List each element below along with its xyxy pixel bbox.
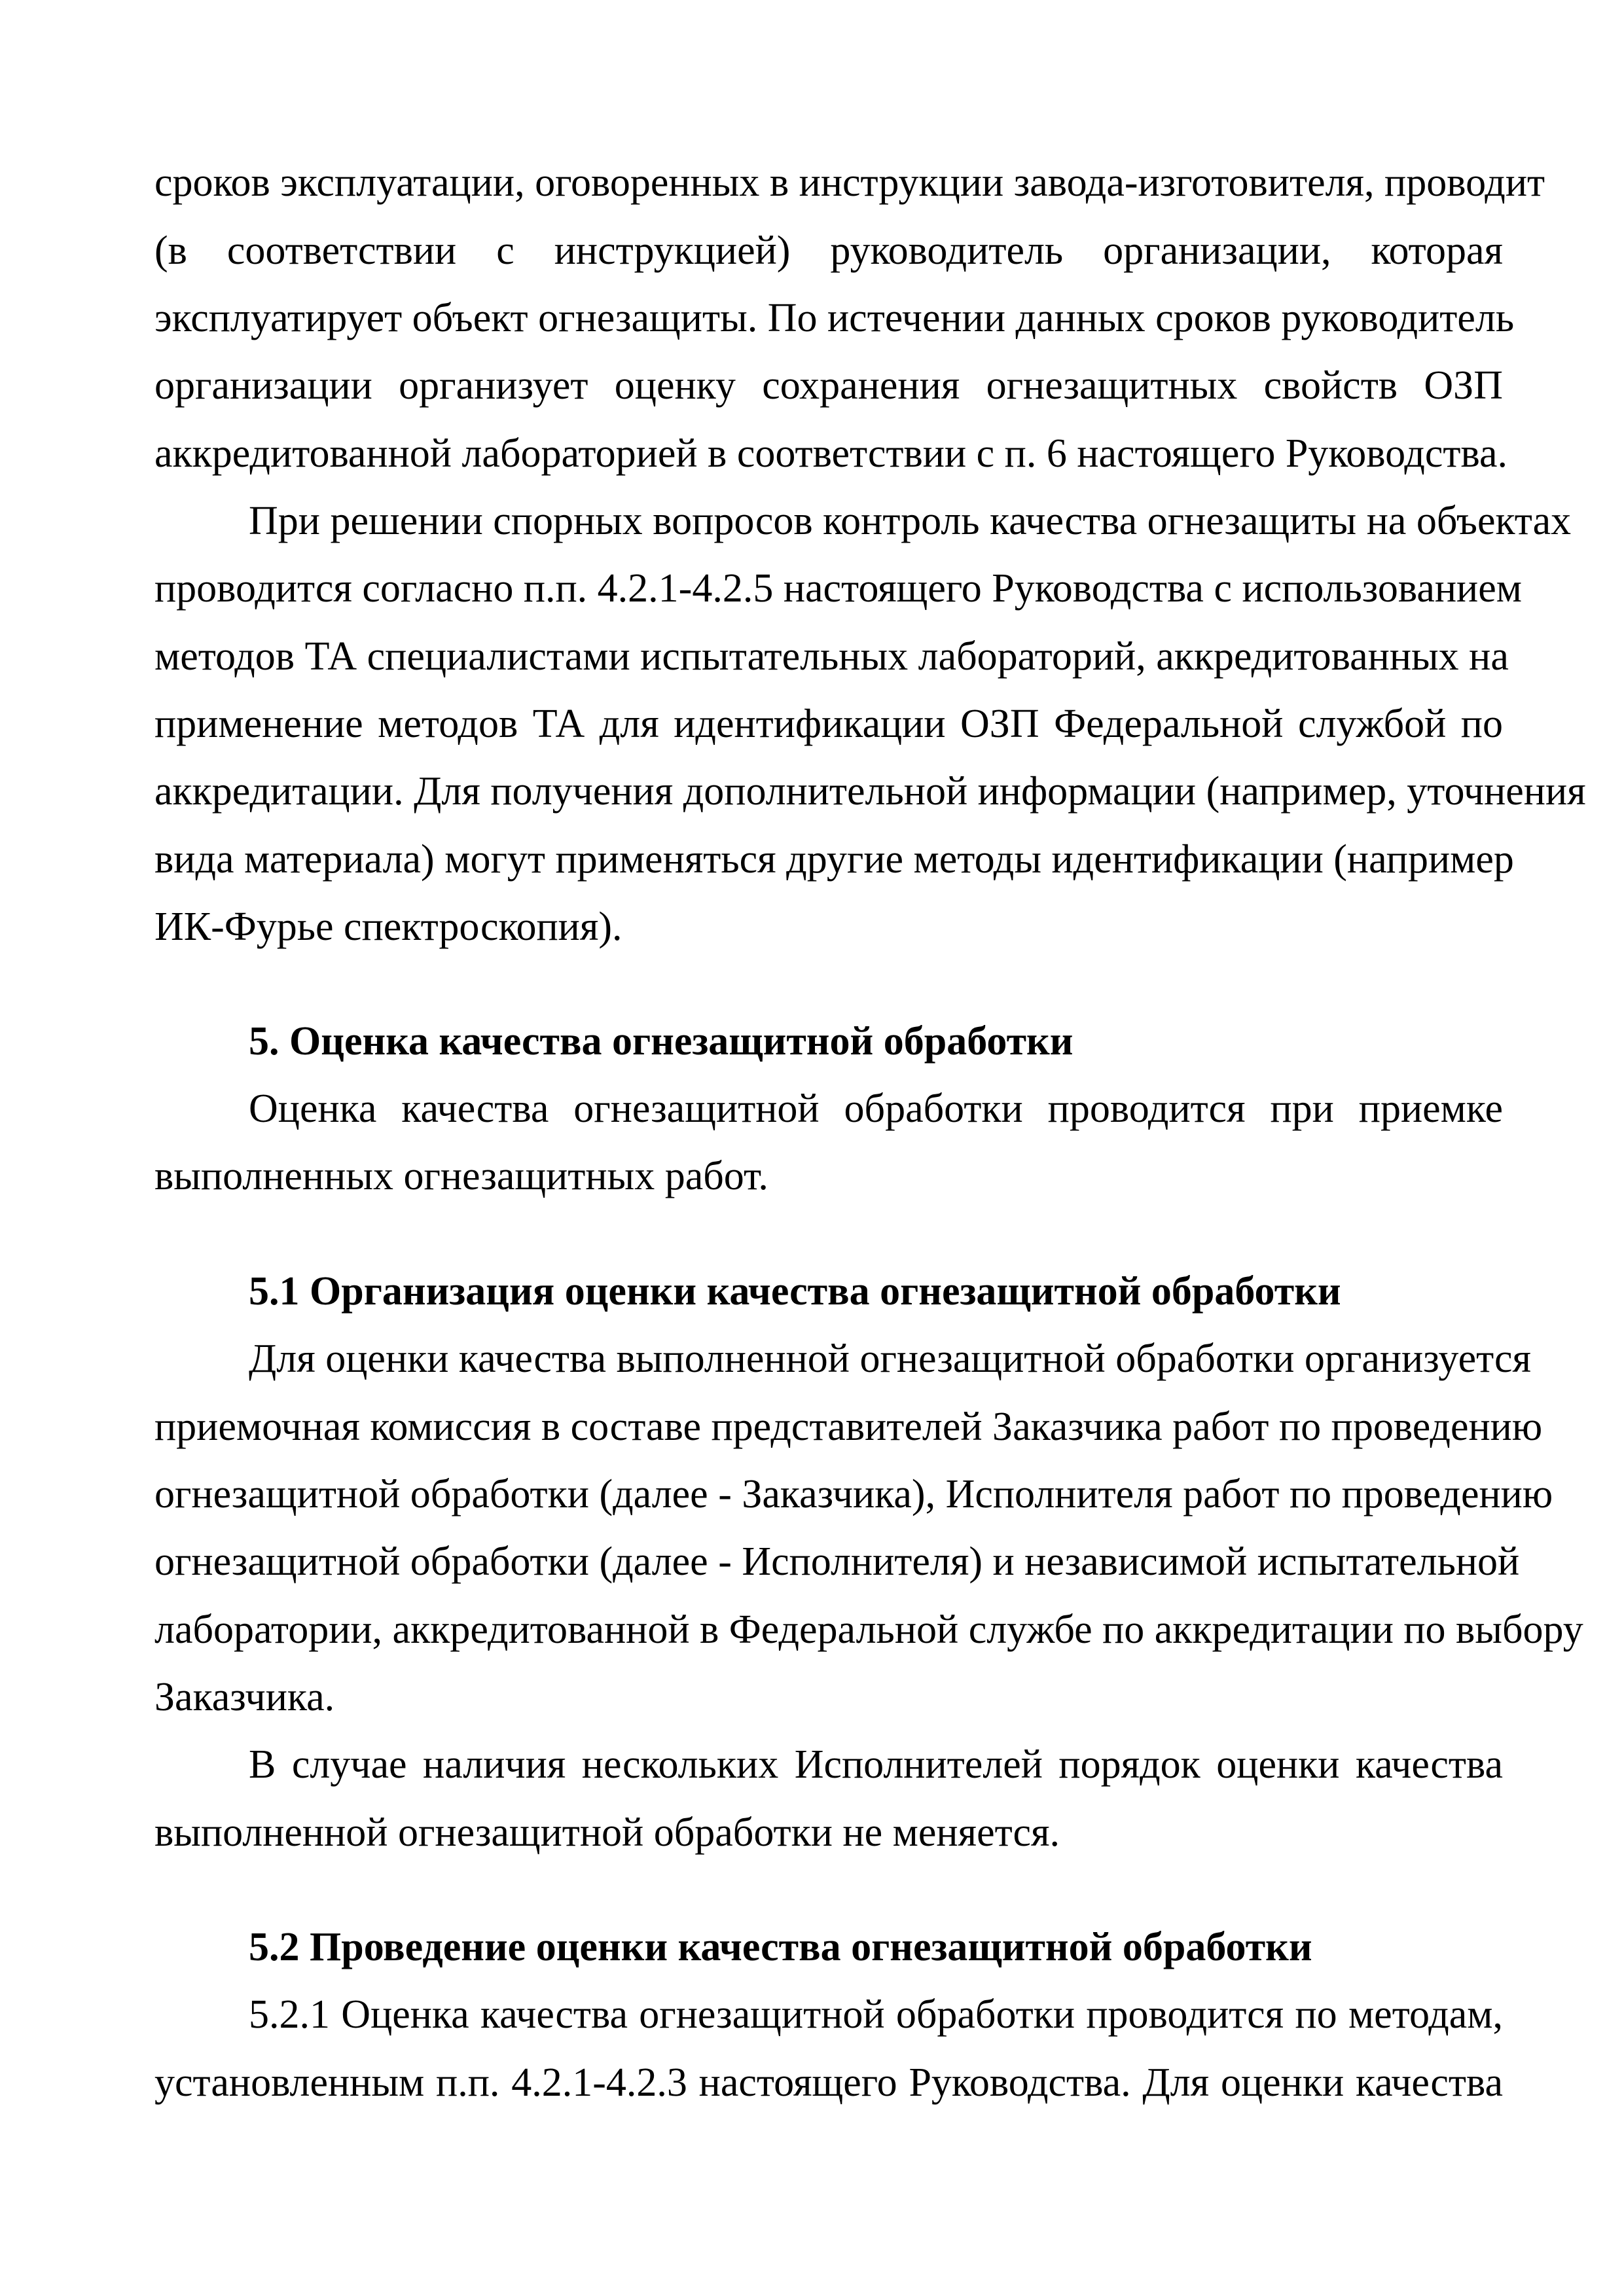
- paragraph-line: аккредитации. Для получения дополнительной информации (например, уточнения: [154, 769, 1586, 814]
- paragraph-line: организации организует оценку сохранения огнезащитных свойств ОЗП: [154, 363, 1503, 408]
- paragraph-line: При решении спорных вопросов контроль качества огнезащиты на объектах: [249, 499, 1572, 543]
- paragraph-line: проводится согласно п.п. 4.2.1-4.2.5 настоящего Руководства с использованием: [154, 566, 1522, 611]
- paragraph-line: вида материала) могут применяться другие методы идентификации (например: [154, 837, 1514, 882]
- paragraph-line: применение методов ТА для идентификации ОЗП Федеральной службой по: [154, 702, 1503, 746]
- paragraph-line: методов ТА специалистами испытательных лабораторий, аккредитованных на: [154, 634, 1509, 679]
- paragraph-line: аккредитованной лабораторией в соответствии с п. 6 настоящего Руководства.: [154, 431, 1507, 476]
- section-heading: 5. Оценка качества огнезащитной обработки: [249, 1019, 1074, 1064]
- paragraph-line: лаборатории, аккредитованной в Федеральной службе по аккредитации по выбору: [154, 1607, 1583, 1652]
- paragraph-line: выполненных огнезащитных работ.: [154, 1154, 768, 1198]
- section-heading: 5.2 Проведение оценки качества огнезащитной обработки: [249, 1925, 1312, 1969]
- paragraph-line: (в соответствии с инструкцией) руководитель организации, которая: [154, 228, 1503, 273]
- paragraph-line: эксплуатирует объект огнезащиты. По истечении данных сроков руководитель: [154, 296, 1515, 340]
- paragraph-line: приемочная комиссия в составе представителей Заказчика работ по проведению: [154, 1405, 1543, 1449]
- paragraph-line: Заказчика.: [154, 1675, 335, 1719]
- paragraph-line: ИК-Фурье спектроскопия).: [154, 905, 623, 949]
- paragraph-line: Оценка качества огнезащитной обработки проводится при приемке: [249, 1086, 1503, 1131]
- paragraph-line: Для оценки качества выполненной огнезащитной обработки организуется: [249, 1336, 1531, 1381]
- section-heading: 5.1 Организация оценки качества огнезащитной обработки: [249, 1269, 1341, 1314]
- paragraph-line: сроков эксплуатации, оговоренных в инструкции завода-изготовителя, проводит: [154, 160, 1545, 205]
- paragraph-line: В случае наличия нескольких Исполнителей порядок оценки качества: [249, 1742, 1503, 1787]
- paragraph-line: огнезащитной обработки (далее - Заказчика), Исполнителя работ по проведению: [154, 1472, 1553, 1516]
- paragraph-line: 5.2.1 Оценка качества огнезащитной обработки проводится по методам,: [249, 1992, 1503, 2037]
- paragraph-line: выполненной огнезащитной обработки не меняется.: [154, 1810, 1060, 1855]
- paragraph-line: огнезащитной обработки (далее - Исполнителя) и независимой испытательной: [154, 1539, 1520, 1584]
- paragraph-line: установленным п.п. 4.2.1-4.2.3 настоящего Руководства. Для оценки качества: [154, 2060, 1503, 2105]
